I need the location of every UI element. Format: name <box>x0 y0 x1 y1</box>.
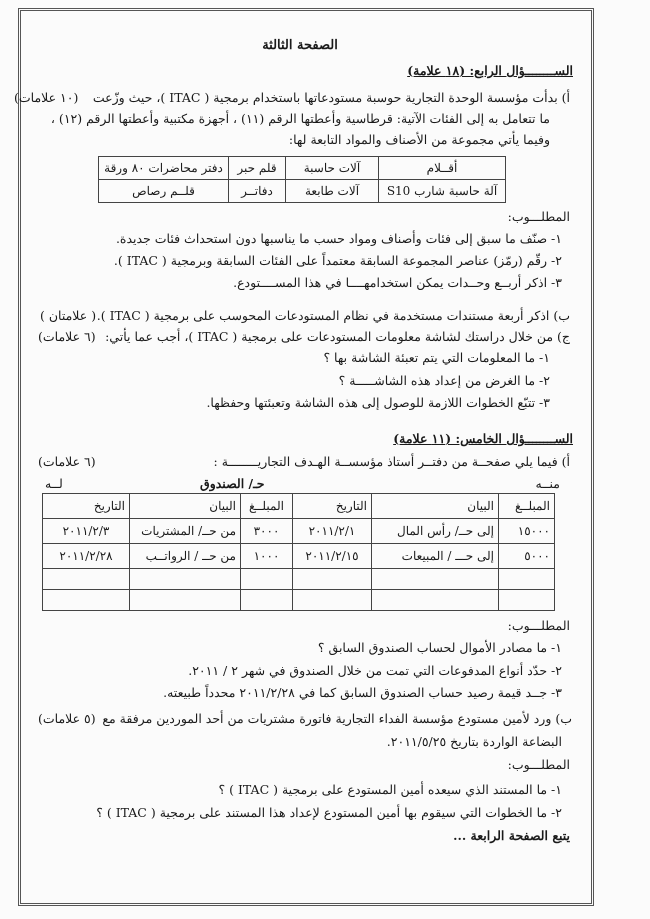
table-cell: ٢٠١١/٢/١٥ <box>293 544 372 569</box>
table-cell: آلات طابعة <box>286 180 379 203</box>
table-cell: إلى حـــ / المبيعات <box>372 544 499 569</box>
q5-b-required-item: ٢- ما الخطوات التي سيقوم بها أمين المستودع لإعداد هذا المستند على برمجية ( ITAC ) ؟ <box>96 805 562 820</box>
table-cell: ٢٠١١/٢/١ <box>293 519 372 544</box>
q4-c-marks: (٦ علامات) <box>38 329 96 344</box>
items-table <box>98 156 506 203</box>
table-row <box>99 180 506 203</box>
q5-b-required-label: المطلـــوب: <box>507 757 570 772</box>
q5-b-marks: (٥ علامات) <box>38 711 96 726</box>
q5-b-line2: البضاعة الواردة بتاريخ ٢٠١١/٥/٢٥. <box>386 734 562 749</box>
q5-required-item: ٢- حدّد أنواع المدفوعات التي تمت من خلال الصندوق في شهر ٢ / ٢٠١١. <box>188 663 562 678</box>
credit-label: لــه <box>45 476 63 491</box>
q4-a-line2: ما تتعامل به إلى الفئات الآتية: قرطاسية وأعطتها الرقم (١١) ، أجهزة مكتبية وأعطتها الرقم (١٢) ، <box>50 111 550 126</box>
table-cell: من حــ/ المشتريات <box>130 519 241 544</box>
page-title: الصفحة الثالثة <box>262 38 338 53</box>
table-cell: من حــ / الرواتــب <box>130 544 241 569</box>
table-cell: أقــلام <box>379 157 506 180</box>
table-cell: قلم حبر <box>229 157 286 180</box>
q4-b-line: ب) اذكر أربعة مستندات مستخدمة في نظام المستودعات المحوسب على برمجية ( ITAC ). <box>96 308 570 323</box>
debit-label: منــه <box>535 476 560 491</box>
header-cell: البيان <box>130 494 241 519</box>
q4-a-marks: (١٠ علامات) <box>14 90 79 105</box>
table-row <box>43 544 555 569</box>
table-cell: إلى حــ/ رأس المال <box>372 519 499 544</box>
q4-heading: الســــــــؤال الرابع: (١٨ علامة) <box>407 63 573 78</box>
q4-c-item: ٢- ما الغرض من إعداد هذه الشاشـــــة ؟ <box>338 373 550 388</box>
header-cell: التاريخ <box>43 494 130 519</box>
q5-required-label: المطلـــوب: <box>507 618 570 633</box>
header-cell: التاريخ <box>293 494 372 519</box>
q4-required-item: ١- صنّف ما سبق إلى فئات وأصناف ومواد حسب ما يناسبها دون استحداث فئات جديدة. <box>115 231 562 246</box>
q5-heading: الســــــــؤال الخامس: (١١ علامة) <box>393 431 573 446</box>
table-cell: ٢٠١١/٢/٣ <box>43 519 130 544</box>
table-cell: آلات حاسبة <box>286 157 379 180</box>
q4-a-line3: وفيما يأتي مجموعة من الأصناف والمواد التابعة لها: <box>288 132 550 147</box>
q4-c-item: ٣- تتبّع الخطوات اللازمة للوصول إلى هذه الشاشة وتعبئتها وحفظها. <box>206 395 550 410</box>
header-cell: البيان <box>372 494 499 519</box>
q4-required-item: ٣- اذكر أربــع وحــدات يمكن استخدامهــــا في هذا المســــتودع. <box>233 275 562 290</box>
table-cell: آلة حاسبة شارب S10 <box>379 180 506 203</box>
q5-required-item: ١- ما مصادر الأموال لحساب الصندوق السابق ؟ <box>317 640 562 655</box>
q4-required-item: ٢- رقّم (رمّز) عناصر المجموعة السابقة معتمداً على الفئات السابقة وبرمجية ( ITAC ). <box>113 253 562 268</box>
table-cell: قلــم رصاص <box>99 180 229 203</box>
continue-note: يتبع الصفحة الرابعة ... <box>453 828 570 843</box>
header-cell: المبلــغ <box>499 494 555 519</box>
table-cell: دفاتــر <box>229 180 286 203</box>
q4-a-line1: أ) بدأت مؤسسة الوحدة التجارية حوسبة مستودعاتها باستخدام برمجية ( ITAC )، حيث وزّعت <box>92 90 570 105</box>
table-row <box>99 157 506 180</box>
table-row <box>43 519 555 544</box>
q5-a-marks: (٦ علامات) <box>38 454 96 469</box>
table-row-empty <box>43 569 555 590</box>
table-row-empty <box>43 590 555 611</box>
table-cell: دفتر محاضرات ٨٠ ورقة <box>99 157 229 180</box>
q5-b-required-item: ١- ما المستند الذي سيعده أمين المستودع على برمجية ( ITAC ) ؟ <box>218 782 562 797</box>
q5-a-line: أ) فيما يلي صفحــة من دفتــر أستاذ مؤسســة الهـدف التجاريــــــــة : <box>213 454 570 469</box>
ledger-table <box>42 493 555 611</box>
q5-required-item: ٣- جــد قيمة رصيد حساب الصندوق السابق كما في ٢٠١١/٢/٢٨ محدداً طبيعته. <box>163 685 562 700</box>
table-cell: ١٥٠٠٠ <box>499 519 555 544</box>
q4-c-item: ١- ما المعلومات التي يتم تعبئة الشاشة بها ؟ <box>323 350 550 365</box>
table-cell: ٣٠٠٠ <box>241 519 293 544</box>
q4-b-marks: ( علامتان ) <box>40 308 97 323</box>
q4-c-line: ج) من خلال دراستك لشاشة معلومات المستودعات على برمجية ( ITAC )، أجب عما يأتي: <box>105 329 570 344</box>
header-cell: المبلــغ <box>241 494 293 519</box>
table-cell: ٥٠٠٠ <box>499 544 555 569</box>
account-title: حـ/ الصندوق <box>200 476 265 491</box>
table-header-row <box>43 494 555 519</box>
q5-b-line1: ب) ورد لأمين مستودع مؤسسة الفداء التجارية فاتورة مشتريات من أحد الموردين مرفقة مع <box>102 711 572 726</box>
q4-required-label: المطلـــوب: <box>507 209 570 224</box>
table-cell: ٢٠١١/٢/٢٨ <box>43 544 130 569</box>
table-cell: ١٠٠٠ <box>241 544 293 569</box>
